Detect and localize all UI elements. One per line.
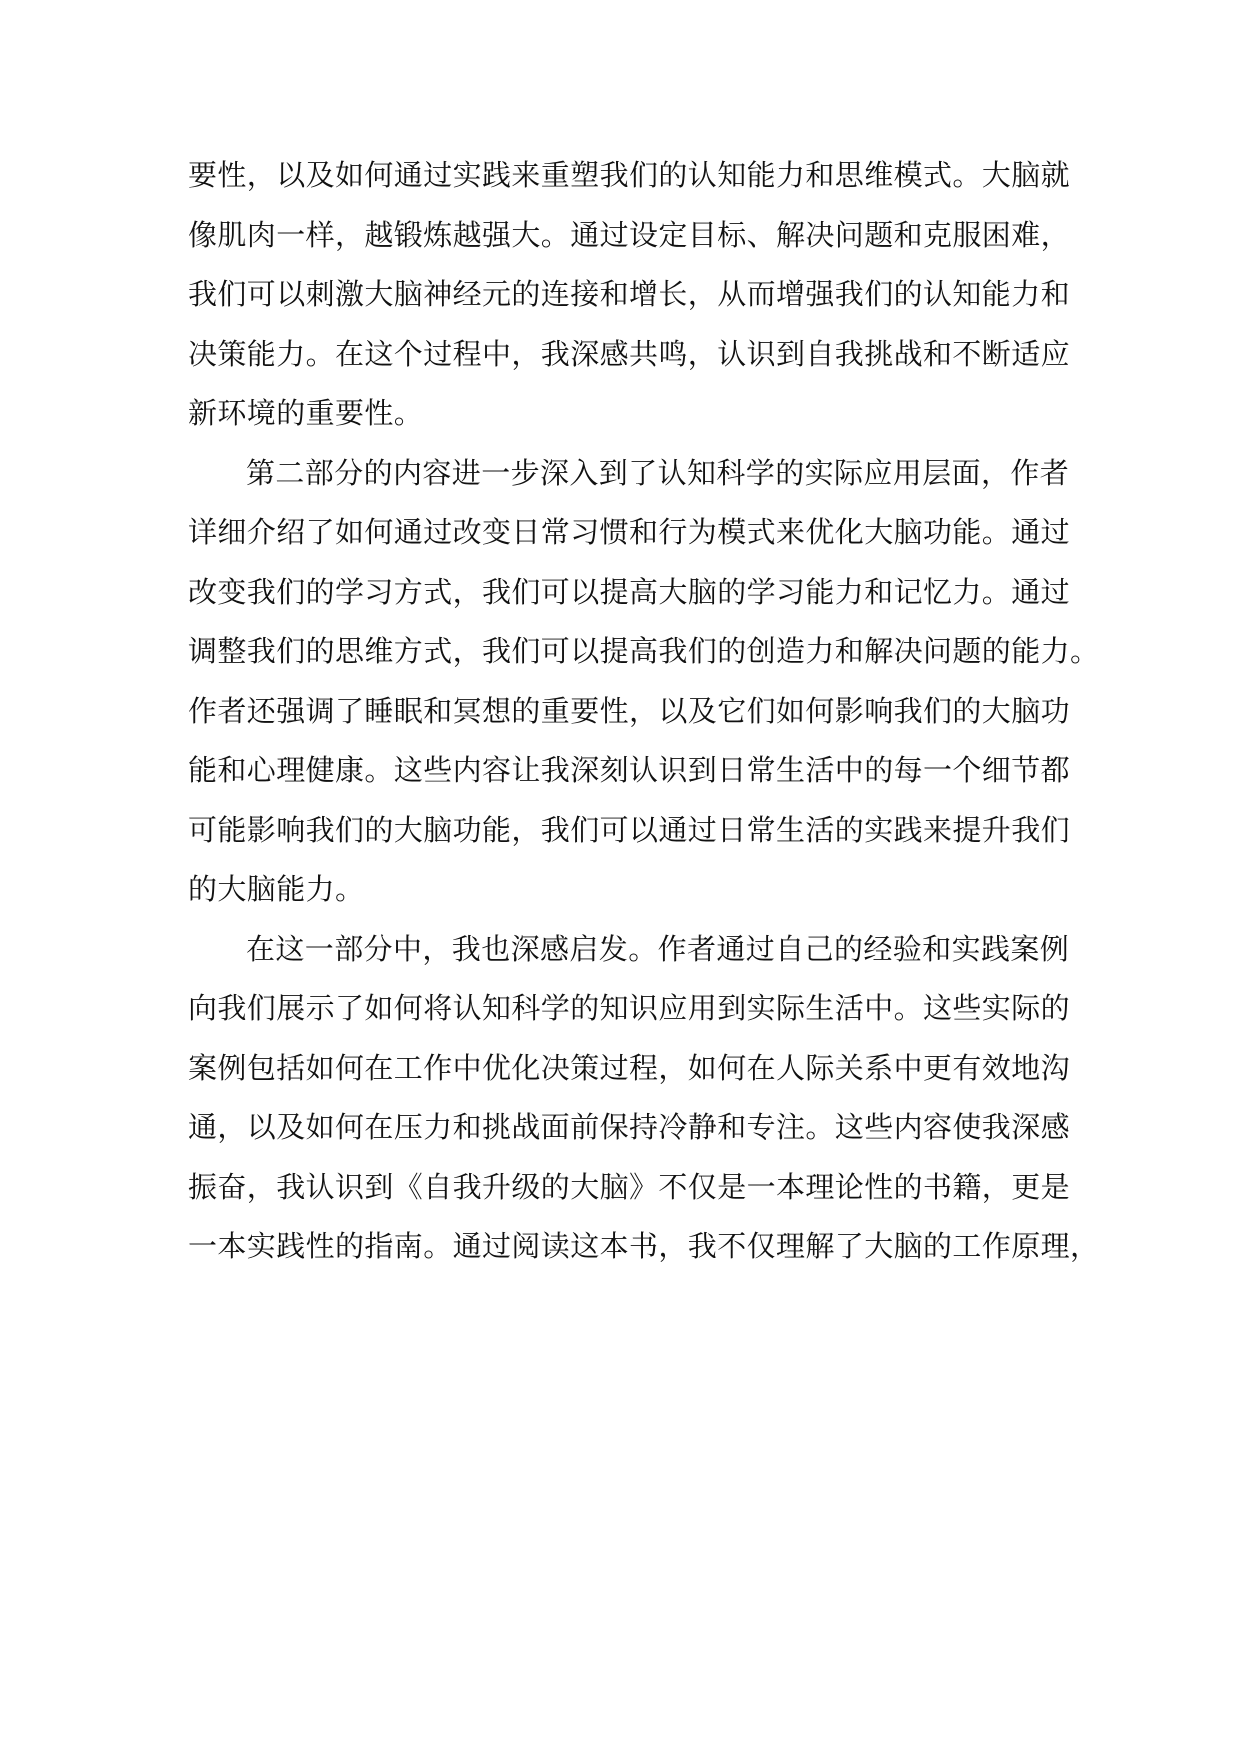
document-body (188, 146, 1100, 1277)
text-line: 在这一部分中，我也深感启发。作者通过自己的经验和实践案例 (246, 931, 1070, 966)
text-line: 调整我们的思维方式，我们可以提高我们的创造力和解决问题的能力。 (188, 634, 1100, 668)
text-line: 案例包括如何在工作中优化决策过程，如何在人际关系中更有效地沟 (188, 1050, 1071, 1085)
text-line: 改变我们的学习方式，我们可以提高大脑的学习能力和记忆力。通过 (188, 574, 1071, 609)
text-line: 可能影响我们的大脑功能，我们可以通过日常生活的实践来提升我们 (188, 812, 1071, 847)
text-line: 像肌肉一样，越锻炼越强大。通过设定目标、解决问题和克服困难， (188, 217, 1071, 252)
text-line: 第二部分的内容进一步深入到了认知科学的实际应用层面，作者 (246, 455, 1070, 490)
text-line: 要性，以及如何通过实践来重塑我们的认知能力和思维模式。大脑就 (188, 158, 1071, 192)
text-line: 作者还强调了睡眠和冥想的重要性，以及它们如何影响我们的大脑功 (188, 693, 1071, 728)
text-line: 通，以及如何在压力和挑战面前保持冷静和专注。这些内容使我深感 (188, 1110, 1071, 1144)
text-line: 详细介绍了如何通过改变日常习惯和行为模式来优化大脑功能。通过 (188, 515, 1071, 549)
paragraph-1 (188, 146, 1071, 444)
text-line: 的大脑能力。 (188, 872, 365, 906)
text-line: 向我们展示了如何将认知科学的知识应用到实际生活中。这些实际的 (188, 991, 1071, 1025)
text-line: 振奋，我认识到《自我升级的大脑》不仅是一本理论性的书籍，更是 (188, 1169, 1071, 1204)
text-line: 一本实践性的指南。通过阅读这本书，我不仅理解了大脑的工作原理， (188, 1229, 1100, 1263)
text-line: 决策能力。在这个过程中，我深感共鸣，认识到自我挑战和不断适应 (188, 336, 1071, 371)
paragraph-3 (188, 920, 1100, 1277)
text-line: 新环境的重要性。 (188, 396, 424, 430)
paragraph-2 (188, 444, 1100, 920)
text-line: 我们可以刺激大脑神经元的连接和增长，从而增强我们的认知能力和 (188, 277, 1071, 311)
text-line: 能和心理健康。这些内容让我深刻认识到日常生活中的每一个细节都 (188, 753, 1071, 787)
